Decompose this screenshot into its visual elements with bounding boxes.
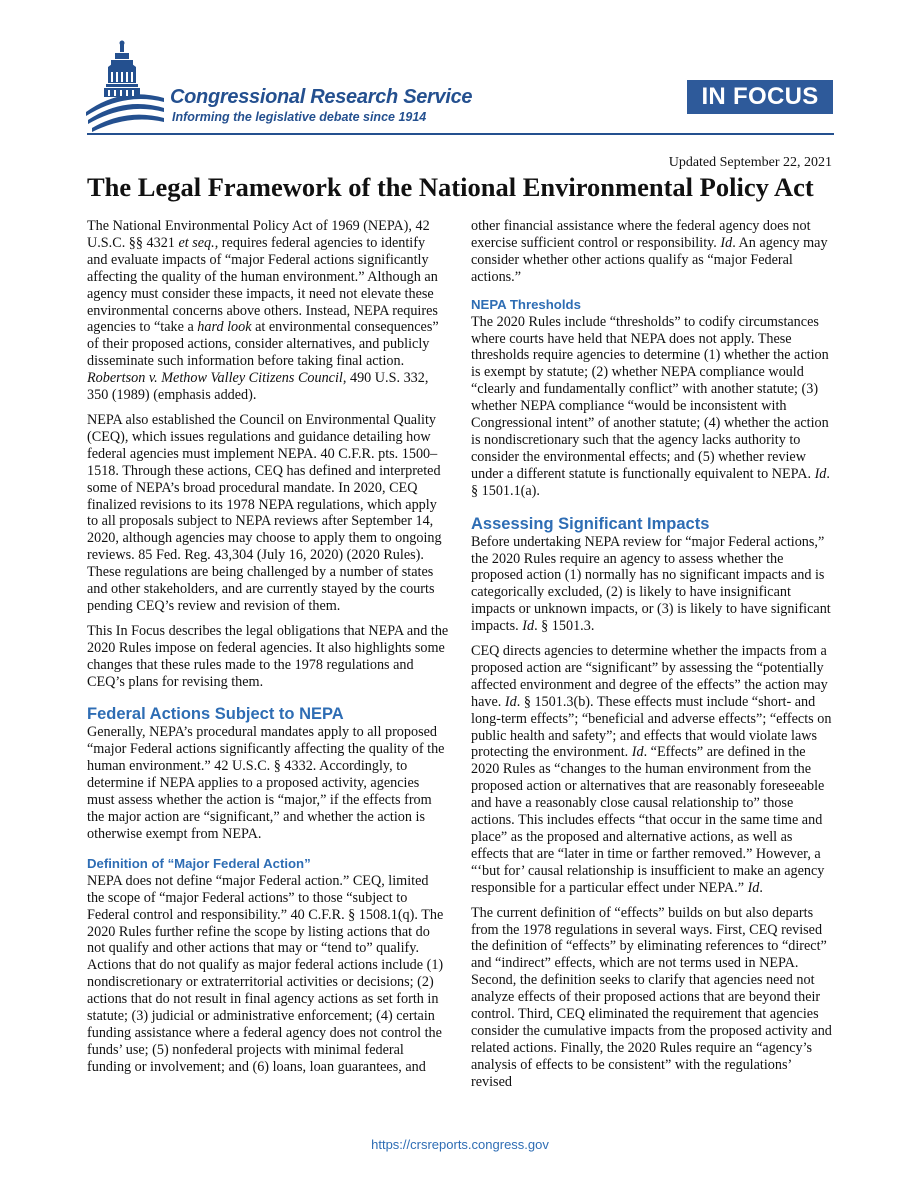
text-run: . An agency may consider whether other actions qualify as “major Federal actions.”	[471, 234, 828, 285]
text-run: . § 1501.1(a).	[471, 465, 830, 499]
text-run-italic: hard look	[197, 319, 252, 336]
heading-federal-actions: Federal Actions Subject to NEPA	[87, 705, 344, 724]
text-run: at environmental consequences” of their proposed actions, consider alternatives, and publicly disseminate such information before taking final action.	[87, 319, 439, 370]
text-run: The 2020 Rules include “thresholds” to codify circumstances where courts have held that NEPA does not apply. These thresholds require agencies to determine (1) whether the action is exempt by statute; (2) whether NEPA compliance would “clearly and fundamentally conflict” with another statute; (3) whether NEPA compliance “would be inconsistent with Congressional intent” of another statute; (4) whether the action is nondiscretionary such that the agency lacks authority to consider the environmental effects; and (5) whether review under a different statute is functionally equivalent to NEPA.	[471, 313, 829, 482]
text-run-italic: Id	[631, 744, 644, 761]
text-run: . “Effects” are defined in the 2020 Rules as “changes to the human environment from the proposed action or alternatives that are reasonably foreseeable and have a reasonably close causal relationship to” those actions. This includes effects “that occur in the same time and place” as the proposed and alternative actions, as well as effects that are “later in time or farther removed.” However, a “‘but for’ causal relationship is insufficient to make an agency responsible for a particular effect under NEPA.”	[471, 744, 825, 896]
in-focus-badge: IN FOCUS	[687, 80, 833, 114]
text-run-italic: et seq.	[178, 234, 215, 251]
paragraph-assessing	[471, 534, 833, 635]
organization-name: Congressional Research Service	[170, 86, 473, 108]
updated-date: Updated September 22, 2021	[668, 155, 832, 170]
organization-tagline: Informing the legislative debate since 1914	[172, 110, 427, 124]
text-run-italic: Id	[522, 618, 535, 635]
right-column	[471, 218, 833, 1099]
text-run: . § 1501.3(b). These effects must include “short- and long-term effects”; “beneficial and adverse effects”; “effects on public health and safety”; and effects that would violate laws protecting the environment.	[471, 693, 832, 761]
text-run: other financial assistance where the federal agency does not exercise sufficient control or responsibility.	[471, 218, 811, 251]
subheading-nepa-thresholds: NEPA Thresholds	[471, 296, 581, 312]
text-run-italic: Id	[747, 879, 760, 896]
paragraph-scope: This In Focus describes the legal obligations that NEPA and the 2020 Rules impose on federal agencies. It also highlights some changes that these rules made to the 1978 regulations and CEQ’s plans for revising them.	[87, 622, 449, 690]
paragraph-major-federal-action: NEPA does not define “major Federal action.” CEQ, limited the scope of “major Federal actions” to those “subject to Federal control and responsibility.” 40 C.F.R. § 1508.1(q). The 2020 Rules further refine the scope by listing actions that do not qualify and other actions that may or “tend to” qualify. Actions that do not qualify as major federal actions include (1) nondiscretionary or extraterritorial activities or decisions; (2) actions that do not result in final agency actions as set forth in statute; (3) judicial or administrative enforcement; (4) certain funding assistance where a federal agency does not control the funds’ use; (5) nonfederal projects with minimal federal funding or involvement; and (6) loans, loan guarantees, and	[87, 872, 444, 1075]
paragraph-significance	[471, 643, 833, 897]
paragraph-federal-actions: Generally, NEPA’s procedural mandates apply to all proposed “major Federal actions significantly affecting the quality of the human environment.” 42 U.S.C. § 4332. Accordingly, to determine if NEPA applies to a proposed activity, agencies must assess whether the action is “major,” if the effects from the major action are “significant,” and whether the action is otherwise exempt from NEPA.	[87, 724, 445, 842]
text-run: The National Environmental Policy Act of 1969 (NEPA), 42 U.S.C. §§ 4321	[87, 218, 430, 251]
text-run: , requires federal agencies to identify and evaluate impacts of “major Federal actions significantly affecting the quality of the human environment.” Although an agency must consider these impacts, it need not elevate these environmental concerns above others. Instead, NEPA requires agencies to “take a	[87, 234, 438, 336]
text-run-italic: Id	[814, 465, 827, 482]
text-run: . § 1501.3.	[534, 618, 595, 635]
paragraph-intro	[87, 218, 449, 404]
text-run-italic: Id	[720, 234, 733, 251]
text-run: Before undertaking NEPA review for “major Federal actions,” the 2020 Rules require an agency to assess whether the proposed action (1) normally has no significant impacts and is categorically excluded, (2) is likely to have insignificant impacts or unknown impacts, or (3) is likely to have significant impacts.	[471, 533, 831, 635]
case-citation: Robertson v. Methow Valley Citizens Council	[87, 370, 343, 387]
paragraph-thresholds	[471, 314, 833, 500]
text-run: .	[759, 879, 763, 896]
header-divider	[87, 133, 834, 135]
report-header	[0, 0, 920, 135]
subheading-major-federal-action: Definition of “Major Federal Action”	[87, 855, 311, 871]
heading-assessing-impacts: Assessing Significant Impacts	[471, 514, 710, 533]
document-title: The Legal Framework of the National Environmental Policy Act	[87, 172, 814, 202]
text-run: , 490 U.S. 332, 350 (1989) (emphasis added).	[87, 370, 429, 404]
text-run: CEQ directs agencies to determine whether the impacts from a proposed action are “significant” by assessing the “potentially affected environment and degree of the effects” the action may have.	[471, 643, 828, 710]
paragraph-financial-assistance	[471, 218, 833, 286]
text-run-italic: Id	[504, 693, 517, 710]
paragraph-effects-definition: The current definition of “effects” builds on but also departs from the 1978 regulations in several ways. First, CEQ revised the definition of “effects” by eliminating references to “direct” and “indirect” effects, which are not terms used in NEPA. Second, the definition seeks to clarify that agencies need not analyze effects of their proposed actions that are beyond their control. Third, CEQ eliminated the requirement that agencies consider the cumulative impacts from the proposed activity and related actions. Finally, the 2020 Rules require an “agency’s analysis of effects to be consistent” with the regulations’ revised	[471, 904, 832, 1090]
paragraph-ceq: NEPA also established the Council on Environmental Quality (CEQ), which issues regulations and guidance detailing how federal agencies must implement NEPA. 40 C.F.R. pts. 1500–1518. Through these actions, CEQ has defined and interpreted some of NEPA’s broad procedural mandate. In 2020, CEQ finalized revisions to its 1978 NEPA regulations, which apply to all proposals subject to NEPA reviews after September 14, 2020, although agencies may choose to apply them to ongoing reviews. 85 Fed. Reg. 43,304 (July 16, 2020) (2020 Rules). These regulations are being challenged by a number of states and other stakeholders, and are currently stayed by the courts pending CEQ’s review and revision of them.	[87, 411, 442, 614]
capitol-dome-icon	[84, 40, 166, 132]
left-column	[87, 218, 449, 1084]
footer-url-link[interactable]: https://crsreports.congress.gov	[371, 1137, 549, 1152]
